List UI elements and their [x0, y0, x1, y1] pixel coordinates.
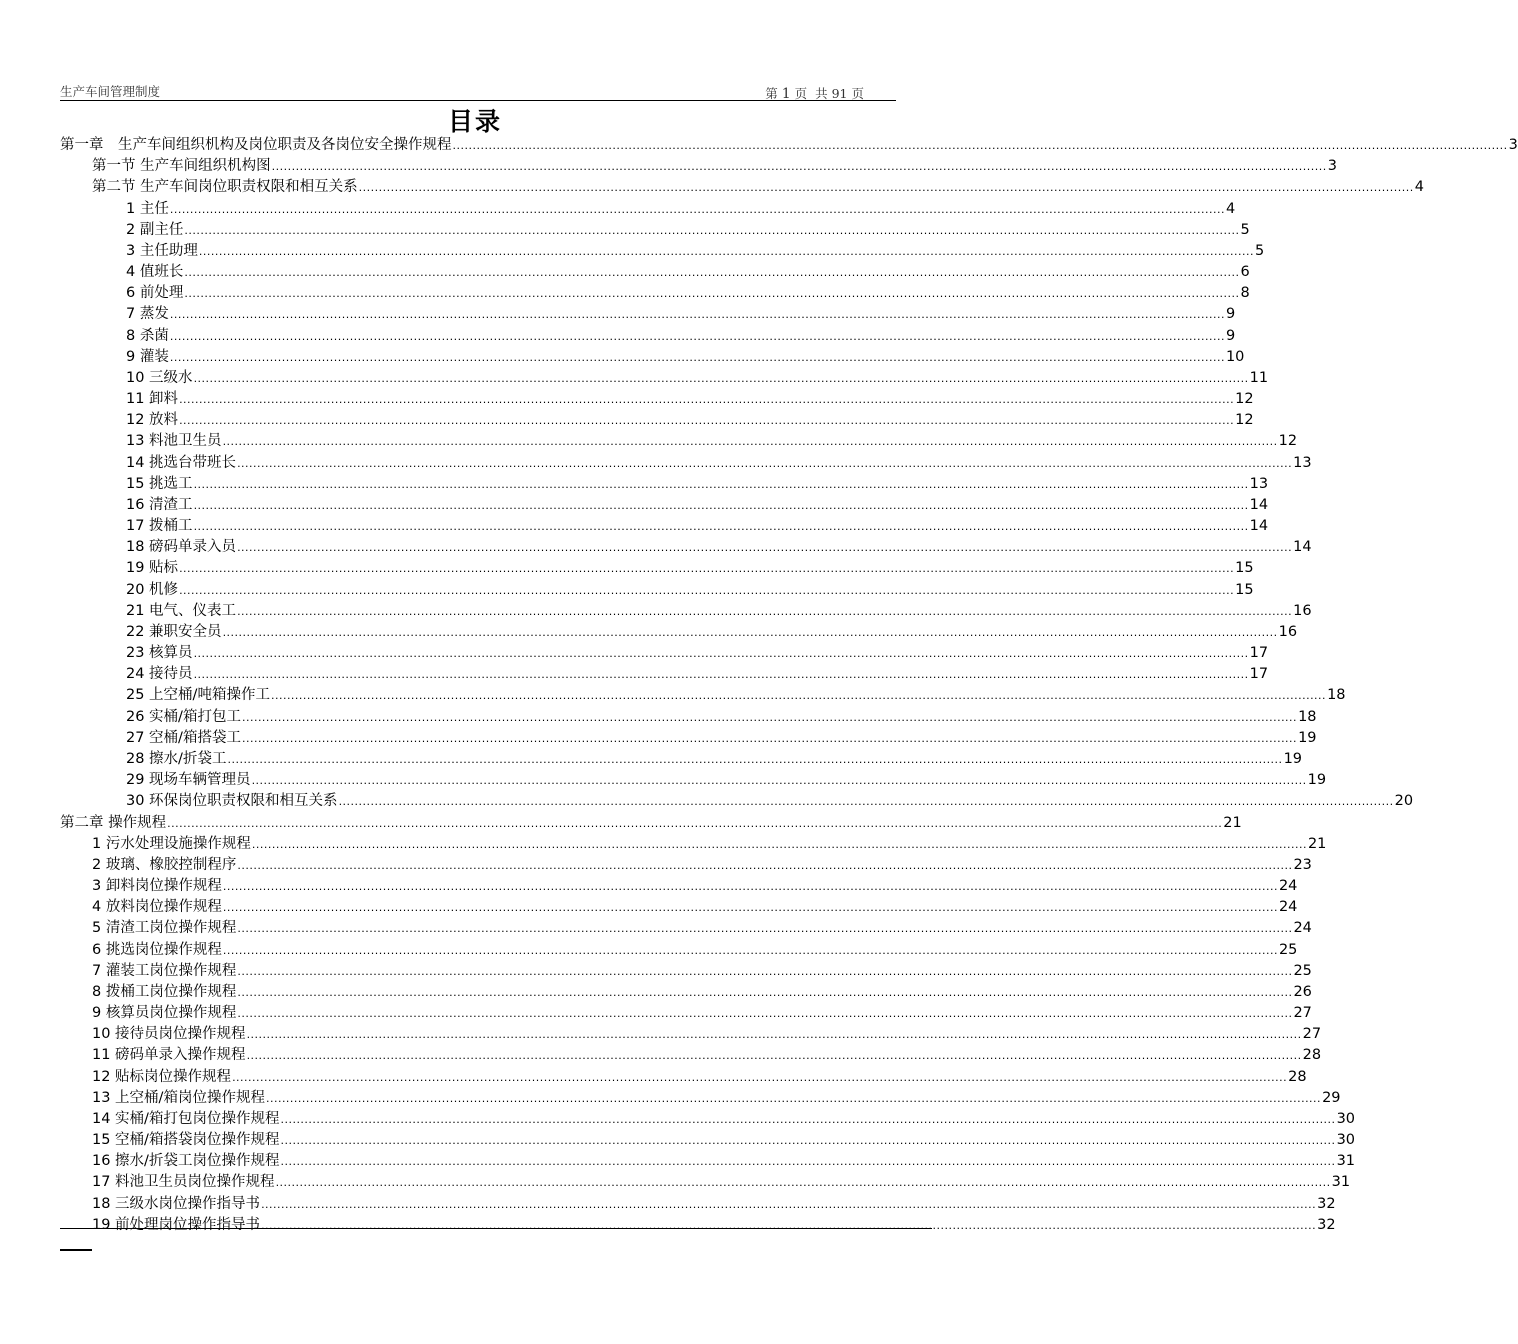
toc-entry-page: 27: [1302, 1026, 1322, 1043]
toc-dot-leader: [261, 1215, 1316, 1236]
header-doc-title: 生产车间管理制度: [60, 84, 161, 99]
toc-entry[interactable]: [60, 622, 1298, 643]
toc-dot-leader: [247, 1045, 1302, 1066]
page-prefix: 第: [765, 86, 778, 101]
toc-entry-page: 19: [1298, 729, 1317, 746]
toc-dot-leader: [237, 918, 1292, 939]
toc-dot-leader: [194, 664, 1249, 685]
toc-dot-leader: [199, 241, 1254, 262]
toc-entry-page: 12: [1235, 412, 1254, 429]
toc-entry[interactable]: [60, 791, 1414, 812]
toc-entry-label: 26 实桶/箱打包工: [126, 708, 241, 725]
toc-entry[interactable]: [60, 749, 1303, 770]
toc-entry-label: 5 清渣工岗位操作规程: [92, 920, 237, 937]
toc-entry[interactable]: [60, 728, 1317, 749]
toc-dot-leader: [194, 495, 1249, 516]
toc-entry[interactable]: [60, 1130, 1356, 1151]
toc-dot-leader: [237, 453, 1292, 474]
toc-entry-page: 27: [1293, 1005, 1312, 1022]
toc-entry[interactable]: [60, 897, 1298, 918]
toc-entry-label: 4 放料岗位操作规程: [92, 899, 222, 916]
toc-entry[interactable]: [60, 304, 1236, 325]
toc-entry-page: 15: [1235, 560, 1254, 577]
toc-dot-leader: [242, 707, 1297, 728]
toc-entry[interactable]: [60, 1172, 1351, 1193]
toc-entry-label: 21 电气、仪表工: [126, 602, 237, 619]
toc-entry-label: 11 卸料: [126, 391, 179, 408]
toc-entry-label: 7 蒸发: [126, 306, 169, 323]
toc-entry-label: 18 三级水岗位操作指导书: [92, 1195, 261, 1212]
toc-entry-label: 7 灌装工岗位操作规程: [92, 962, 237, 979]
toc-entry-label: 30 环保岗位职责权限和相互关系: [126, 793, 338, 810]
toc-dot-leader: [223, 940, 1278, 961]
toc-entry-page: 13: [1293, 454, 1312, 471]
toc-entry-label: 13 上空桶/箱岗位操作规程: [92, 1089, 265, 1106]
toc-entry[interactable]: [60, 495, 1269, 516]
toc-entry-label: 第二章 操作规程: [60, 814, 167, 831]
toc-entry-label: 6 挑选岗位操作规程: [92, 941, 222, 958]
toc-entry[interactable]: [60, 940, 1298, 961]
toc-entry[interactable]: [60, 580, 1254, 601]
toc-entry-label: 3 卸料岗位操作规程: [92, 878, 222, 895]
toc-entry[interactable]: [60, 558, 1254, 579]
toc-entry-label: 9 核算员岗位操作规程: [92, 1005, 237, 1022]
toc-entry[interactable]: [60, 1024, 1322, 1045]
toc-entry[interactable]: [60, 961, 1312, 982]
toc-entry-label: 3 主任助理: [126, 242, 198, 259]
toc-entry[interactable]: [60, 347, 1245, 368]
toc-entry[interactable]: [60, 1151, 1356, 1172]
toc-entry-label: 2 玻璃、橡胶控制程序: [92, 856, 237, 873]
toc-entry-label: 18 磅码单录入员: [126, 539, 237, 556]
toc-entry-label: 2 副主任: [126, 221, 184, 238]
toc-entry-page: 5: [1240, 221, 1250, 238]
toc-entry[interactable]: [60, 135, 1518, 156]
toc-dot-leader: [242, 728, 1297, 749]
toc-entry-page: 17: [1249, 645, 1269, 662]
toc-entry-page: 24: [1278, 878, 1298, 895]
toc-dot-leader: [280, 1109, 1335, 1130]
toc-entry-label: 25 上空桶/吨箱操作工: [126, 687, 270, 704]
toc-entry-label: 8 杀菌: [126, 327, 169, 344]
toc-dot-leader: [179, 580, 1234, 601]
toc-entry[interactable]: [60, 241, 1265, 262]
toc-dot-leader: [252, 770, 1307, 791]
toc-entry-page: 32: [1317, 1195, 1336, 1212]
toc-dot-leader: [237, 601, 1292, 622]
toc-entry-page: 28: [1288, 1068, 1307, 1085]
toc-entry[interactable]: [60, 474, 1269, 495]
toc-dot-leader: [184, 283, 1239, 304]
toc-dot-leader: [223, 876, 1278, 897]
toc-entry-page: 10: [1225, 348, 1245, 365]
toc-entry-page: 12: [1235, 391, 1254, 408]
bottom-rule: [60, 1228, 932, 1229]
toc-entry-page: 19: [1283, 750, 1303, 767]
toc-dot-leader: [170, 304, 1225, 325]
toc-dot-leader: [261, 1194, 1316, 1215]
toc-entry[interactable]: [60, 537, 1312, 558]
toc-entry-page: 23: [1293, 856, 1312, 873]
toc-dot-leader: [272, 156, 1327, 177]
toc-dot-leader: [247, 1024, 1302, 1045]
toc-entry[interactable]: [60, 1109, 1356, 1130]
toc-entry[interactable]: [60, 326, 1236, 347]
toc-dot-leader: [170, 326, 1225, 347]
toc-entry[interactable]: [60, 431, 1298, 452]
toc-dot-leader: [237, 537, 1292, 558]
toc-entry-label: 19 贴标: [126, 560, 179, 577]
toc-entry-page: 20: [1394, 793, 1414, 810]
toc-dot-leader: [179, 558, 1234, 579]
toc-dot-leader: [237, 1003, 1292, 1024]
toc-entry[interactable]: [60, 664, 1269, 685]
toc-entry-label: 12 放料: [126, 412, 179, 429]
toc-entry-label: 13 料池卫生员: [126, 433, 222, 450]
toc-entry-label: 1 污水处理设施操作规程: [92, 835, 251, 852]
footnote-separator: [60, 1249, 92, 1251]
toc-entry-page: 19: [1307, 772, 1327, 789]
toc-entry-page: 25: [1278, 941, 1298, 958]
toc-dot-leader: [184, 262, 1239, 283]
toc-entry-page: 31: [1331, 1174, 1351, 1191]
toc-entry-page: 3: [1327, 158, 1337, 175]
toc-entry-label: 12 贴标岗位操作规程: [92, 1068, 232, 1085]
toc-dot-leader: [170, 347, 1225, 368]
toc-entry-page: 26: [1293, 983, 1312, 1000]
toc-entry-page: 21: [1223, 814, 1242, 831]
toc-entry-label: 15 空桶/箱搭袋岗位操作规程: [92, 1132, 280, 1149]
toc-entry-page: 14: [1249, 518, 1269, 535]
toc-dot-leader: [194, 474, 1249, 495]
toc-entry-page: 28: [1302, 1047, 1322, 1064]
toc-entry-label: 29 现场车辆管理员: [126, 772, 251, 789]
toc-dot-leader: [194, 516, 1249, 537]
toc-entry-page: 8: [1240, 285, 1250, 302]
toc-entry-label: 1 主任: [126, 200, 169, 217]
toc-entry-label: 6 前处理: [126, 285, 184, 302]
toc-entry-label: 15 挑选工: [126, 475, 193, 492]
toc-entry-page: 24: [1278, 899, 1298, 916]
toc-entry-page: 13: [1249, 475, 1269, 492]
toc-entry[interactable]: [60, 813, 1242, 834]
toc-entry-page: 17: [1249, 666, 1269, 683]
toc-entry-page: 9: [1225, 327, 1236, 344]
toc-entry-page: 32: [1317, 1216, 1336, 1233]
toc-entry-label: 8 拨桶工岗位操作规程: [92, 983, 237, 1000]
toc-entry[interactable]: [60, 199, 1236, 220]
page-header: [60, 82, 896, 101]
toc-entry-label: 20 机修: [126, 581, 179, 598]
toc-dot-leader: [227, 749, 1282, 770]
toc-entry[interactable]: [60, 855, 1312, 876]
toc-dot-leader: [223, 622, 1278, 643]
toc-dot-leader: [167, 813, 1222, 834]
toc-entry-page: 4: [1414, 179, 1424, 196]
toc-entry[interactable]: [60, 1215, 1336, 1236]
toc-entry-page: 25: [1293, 962, 1312, 979]
toc-entry-label: 10 接待员岗位操作规程: [92, 1026, 246, 1043]
toc-entry-label: 17 拨桶工: [126, 518, 193, 535]
toc-entry[interactable]: [60, 156, 1337, 177]
toc-entry-page: 14: [1293, 539, 1312, 556]
toc-dot-leader: [179, 410, 1234, 431]
toc-entry-label: 22 兼职安全员: [126, 623, 222, 640]
toc-dot-leader: [237, 855, 1292, 876]
toc-dot-leader: [359, 177, 1414, 198]
toc-entry-page: 29: [1322, 1089, 1341, 1106]
toc-entry[interactable]: [60, 453, 1312, 474]
toc-entry[interactable]: [60, 918, 1312, 939]
toc-entry-page: 5: [1254, 242, 1265, 259]
toc-entry[interactable]: [60, 368, 1269, 389]
toc-entry-label: 16 清渣工: [126, 496, 193, 513]
toc-entry-page: 12: [1278, 433, 1298, 450]
toc-entry-label: 4 值班长: [126, 264, 184, 281]
toc-entry[interactable]: [60, 410, 1254, 431]
toc-dot-leader: [237, 961, 1292, 982]
header-page-counter: [765, 84, 864, 102]
toc-dot-leader: [280, 1151, 1335, 1172]
page-suffix: 页: [851, 86, 864, 101]
toc-entry[interactable]: [60, 1003, 1312, 1024]
toc-entry-label: 16 擦水/折袋工岗位操作规程: [92, 1153, 280, 1170]
toc-entry-label: 第二节 生产车间岗位职责权限和相互关系: [92, 179, 358, 196]
table-of-contents: [60, 135, 1518, 1236]
toc-entry[interactable]: [60, 1045, 1322, 1066]
toc-entry-page: 14: [1249, 496, 1269, 513]
toc-dot-leader: [170, 199, 1225, 220]
toc-entry-page: 18: [1327, 687, 1346, 704]
toc-entry-page: 3: [1508, 137, 1518, 153]
toc-entry[interactable]: [60, 834, 1327, 855]
toc-entry[interactable]: [60, 707, 1317, 728]
toc-entry-label: 14 实桶/箱打包岗位操作规程: [92, 1110, 280, 1127]
toc-entry-page: 6: [1240, 264, 1250, 281]
toc-dot-leader: [184, 220, 1239, 241]
toc-dot-leader: [223, 897, 1278, 918]
toc-entry-label: 24 接待员: [126, 666, 193, 683]
toc-entry-label: 27 空桶/箱搭袋工: [126, 729, 241, 746]
toc-entry[interactable]: [60, 982, 1312, 1003]
toc-dot-leader: [179, 389, 1234, 410]
toc-entry[interactable]: [60, 177, 1424, 198]
toc-entry-label: 9 灌装: [126, 348, 169, 365]
toc-entry[interactable]: [60, 601, 1312, 622]
toc-entry[interactable]: [60, 1067, 1307, 1088]
toc-dot-leader: [223, 431, 1278, 452]
toc-entry[interactable]: [60, 389, 1254, 410]
toc-dot-leader: [453, 135, 1508, 156]
toc-entry[interactable]: [60, 770, 1327, 791]
toc-entry[interactable]: [60, 685, 1346, 706]
toc-dot-leader: [280, 1130, 1335, 1151]
toc-entry[interactable]: [60, 283, 1250, 304]
toc-dot-leader: [271, 685, 1326, 706]
toc-entry-label: 第一章 生产车间组织机构及岗位职责及各岗位安全操作规程: [60, 137, 452, 153]
toc-entry-page: 30: [1336, 1110, 1356, 1127]
toc-entry-label: 第一节 生产车间组织机构图: [92, 158, 271, 175]
toc-entry[interactable]: [60, 220, 1250, 241]
toc-entry-page: 15: [1235, 581, 1254, 598]
toc-dot-leader: [237, 982, 1292, 1003]
toc-dot-leader: [252, 834, 1307, 855]
toc-dot-leader: [276, 1172, 1331, 1193]
toc-entry-page: 9: [1225, 306, 1236, 323]
toc-entry-label: 23 核算员: [126, 645, 193, 662]
toc-entry-page: 18: [1298, 708, 1317, 725]
toc-dot-leader: [194, 368, 1249, 389]
toc-entry-label: 17 料池卫生员岗位操作规程: [92, 1174, 275, 1191]
toc-entry-label: 11 磅码单录入操作规程: [92, 1047, 246, 1064]
page-current: 1: [781, 86, 791, 102]
toc-dot-leader: [194, 643, 1249, 664]
toc-entry-label: 19 前处理岗位操作指导书: [92, 1216, 261, 1233]
toc-entry-page: 16: [1278, 623, 1298, 640]
toc-entry-page: 11: [1249, 369, 1269, 386]
toc-entry-page: 30: [1336, 1132, 1356, 1149]
page-mid: 页 共: [794, 86, 828, 101]
toc-entry[interactable]: [60, 1194, 1336, 1215]
page-total: 91: [831, 86, 848, 101]
toc-title: 目录: [447, 107, 502, 136]
toc-entry-page: 4: [1225, 200, 1236, 217]
toc-dot-leader: [266, 1088, 1321, 1109]
toc-dot-leader: [232, 1067, 1287, 1088]
toc-entry-label: 10 三级水: [126, 369, 193, 386]
toc-entry-page: 24: [1293, 920, 1312, 937]
toc-entry-label: 14 挑选台带班长: [126, 454, 237, 471]
toc-entry-page: 16: [1293, 602, 1312, 619]
toc-dot-leader: [339, 791, 1394, 812]
toc-entry[interactable]: [60, 643, 1269, 664]
toc-entry-page: 31: [1336, 1153, 1356, 1170]
toc-entry-page: 21: [1307, 835, 1327, 852]
toc-entry[interactable]: [60, 1088, 1341, 1109]
toc-entry[interactable]: [60, 262, 1250, 283]
toc-entry-label: 28 擦水/折袋工: [126, 750, 227, 767]
toc-entry[interactable]: [60, 516, 1269, 537]
toc-entry[interactable]: [60, 876, 1298, 897]
